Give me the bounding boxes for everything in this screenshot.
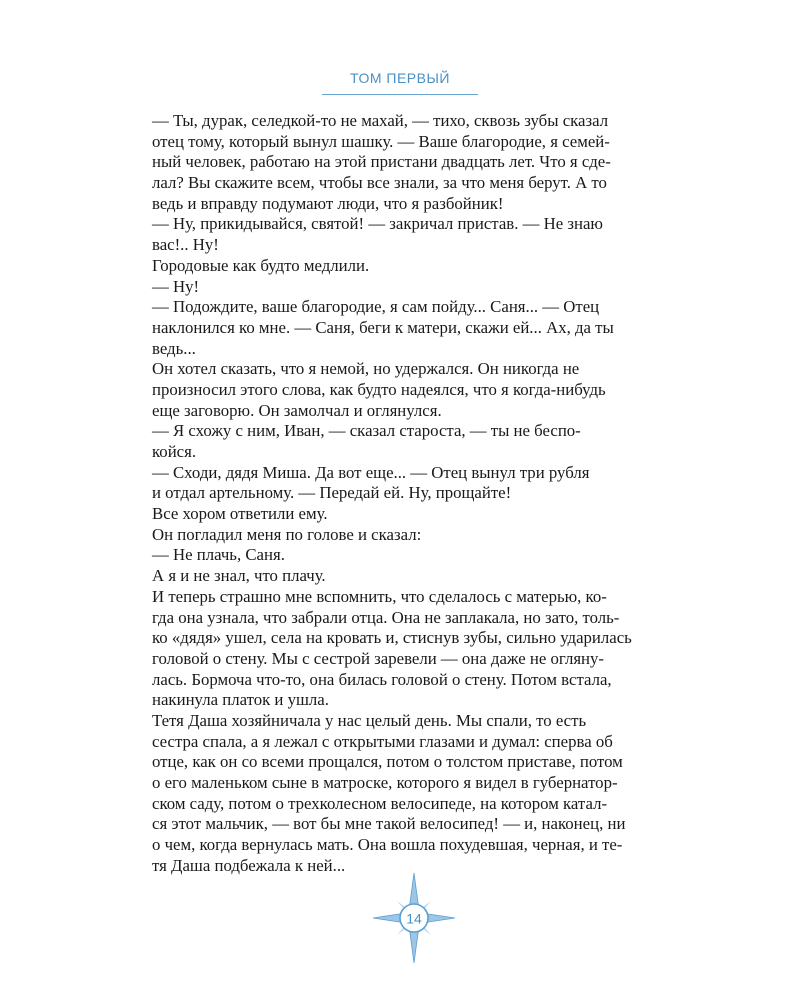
text-line: наклонился ко мне. — Саня, беги к матери, скажи ей... Ах, да ты (152, 317, 614, 337)
text-line: лал? Вы скажите всем, чтобы все знали, за что меня берут. А то (152, 173, 607, 193)
text-line: и отдал артельному. — Передай ей. Ну, прощайте! (152, 483, 512, 503)
text-line: тя Даша подбежала к ней... (152, 855, 346, 875)
text-line: Все хором ответили ему. (152, 504, 328, 524)
text-line: о чем, когда вернулась мать. Она вошла похудевшая, черная, и те- (152, 835, 623, 855)
text-line: И теперь страшно мне вспомнить, что сделалось с матерью, ко- (152, 586, 607, 606)
text-line: ведь и вправду подумают люди, что я разбойник! (152, 193, 504, 213)
text-line: ся этот мальчик, — вот бы мне такой велосипед! — и, наконец, ни (152, 814, 626, 834)
text-line: Городовые как будто медлили. (152, 255, 370, 275)
text-line: Он хотел сказать, что я немой, но удержался. Он никогда не (152, 359, 580, 379)
text-line: — Ты, дурак, селедкой-то не махай, — тихо, сквозь зубы сказал (152, 111, 609, 130)
header-rule (322, 94, 478, 95)
page-number: 14 (406, 910, 422, 927)
text-line: — Подождите, ваше благородие, я сам пойду... Саня... — Отец (152, 297, 600, 317)
text-line: Тетя Даша хозяйничала у нас целый день. Мы спали, то есть (152, 710, 587, 730)
text-line: накинула платок и ушла. (152, 690, 329, 710)
running-header: ТОМ ПЕРВЫЙ (350, 70, 450, 86)
text-line: ный человек, работаю на этой пристани двадцать лет. Что я сде- (152, 152, 611, 172)
text-line: — Я схожу с ним, Иван, — сказал староста, — ты не беспо- (152, 421, 581, 441)
text-line: еще заговорю. Он замолчал и оглянулся. (152, 400, 442, 420)
text-line: отец тому, который вынул шашку. — Ваше благородие, я семей- (152, 131, 610, 151)
text-line: ском саду, потом о трехколесном велосипеде, на котором катал- (152, 793, 608, 813)
text-line: вас!.. Ну! (152, 235, 219, 255)
text-line: койся. (152, 442, 197, 461)
text-line: отце, как он со всеми прощался, потом о толстом приставе, потом (152, 752, 623, 772)
text-line: произносил этого слова, как будто надеялся, что я когда-нибудь (152, 379, 606, 399)
text-line: — Ну, прикидывайся, святой! — закричал пристав. — Не знаю (152, 214, 603, 234)
text-line: сестра спала, а я лежал с открытыми глазами и думал: сперва об (152, 731, 613, 751)
text-line: — Не плачь, Саня. (152, 545, 285, 565)
text-line: — Ну! (152, 276, 200, 296)
text-line: гда она узнала, что забрали отца. Она не заплакала, но зато, толь- (152, 607, 620, 627)
page-body-text (152, 111, 700, 876)
text-line: Он погладил меня по голове и сказал: (152, 524, 422, 544)
text-line: о его маленьком сыне в матроске, которого я видел в губернатор- (152, 773, 618, 792)
page-number-compass (373, 873, 455, 963)
text-line: — Сходи, дядя Миша. Да вот еще... — Отец вынул три рубля (152, 462, 590, 482)
text-line: А я и не знал, что плачу. (152, 566, 326, 586)
text-line: ко «дядя» ушел, села на кровать и, стиснув зубы, сильно ударилась (152, 628, 632, 648)
text-line: лась. Бормоча что-то, она билась головой о стену. Потом встала, (152, 669, 612, 689)
text-line: головой о стену. Мы с сестрой заревели — она даже не огляну- (152, 648, 605, 668)
text-line: ведь... (152, 338, 196, 358)
